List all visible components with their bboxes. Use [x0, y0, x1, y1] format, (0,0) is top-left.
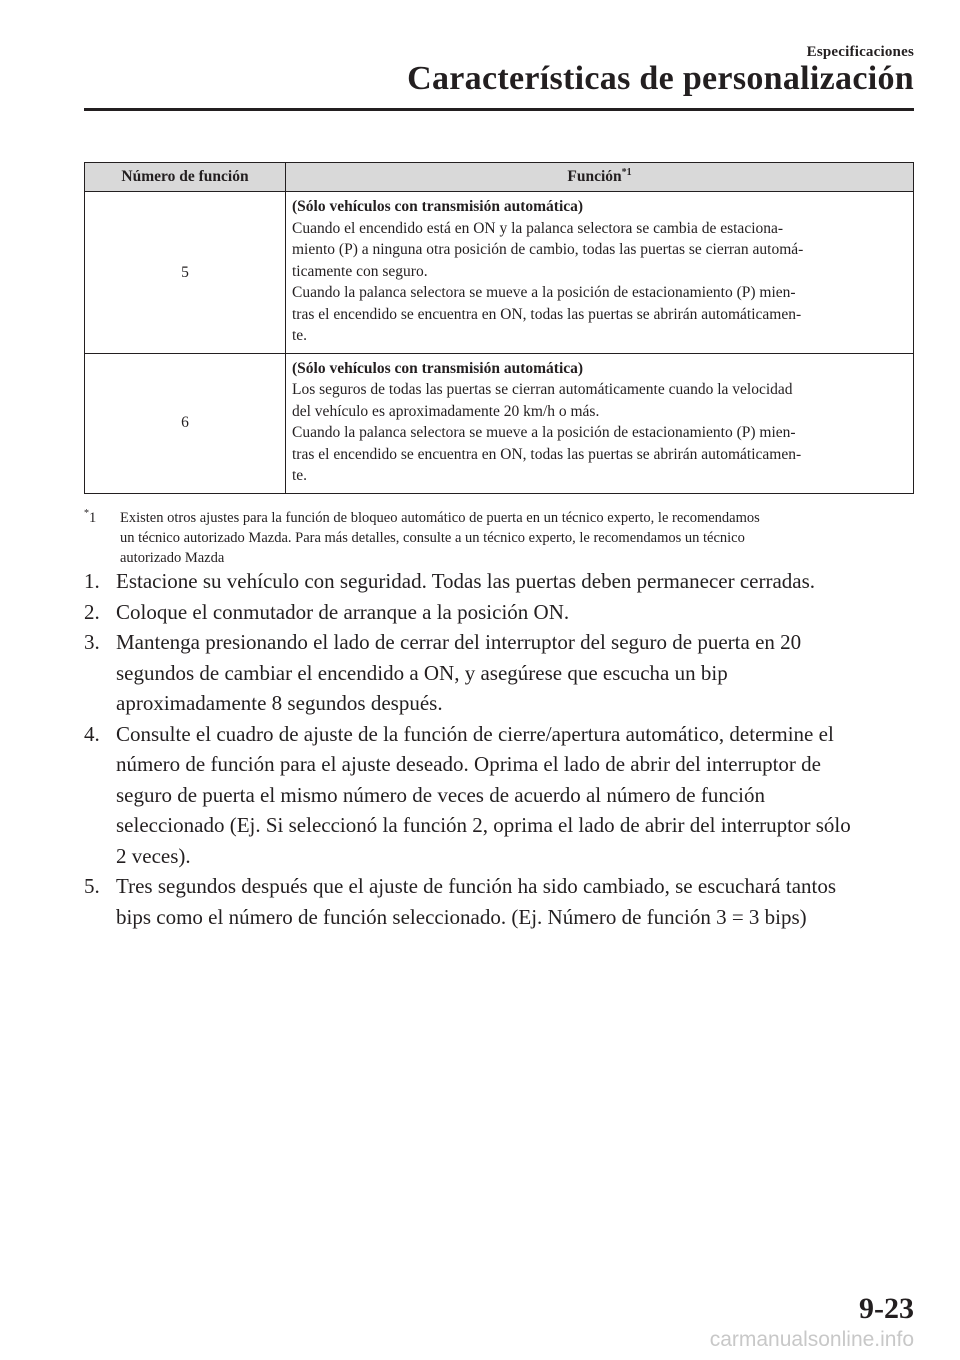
footnote-marker — [84, 508, 96, 528]
row-line: te. — [292, 327, 308, 344]
table-row — [85, 353, 914, 493]
row-line: Cuando la palanca selectora se mueve a la posición de estacionamiento (P) mien- — [292, 284, 796, 301]
step-number: 1. — [84, 569, 100, 593]
procedure-steps — [84, 566, 914, 932]
step-line: bips como el número de función seleccionado. (Ej. Número de función 3 = 3 bips) — [116, 904, 807, 929]
footnote-line: autorizado Mazda — [120, 550, 225, 566]
row-line: miento (P) a ninguna otra posición de cambio, todas las puertas se cierran automá- — [292, 241, 804, 258]
footnote-line: Existen otros ajustes para la función de bloqueo automático de puerta en un técnico experto, le recomendamos — [120, 510, 760, 526]
step-line: número de función para el ajuste deseado. Oprima el lado de abrir del interruptor de — [116, 752, 821, 776]
header-function — [286, 163, 914, 192]
row-title: (Sólo vehículos con transmisión automática) — [292, 198, 584, 215]
step-item — [84, 627, 914, 719]
row-line: Cuando la palanca selectora se mueve a la posición de estacionamiento (P) mien- — [292, 424, 796, 441]
step-line: seguro de puerta el mismo número de veces de acuerdo al número de función — [116, 782, 766, 807]
row-line: Cuando el encendido está en ON y la palanca selectora se cambia de estaciona- — [292, 219, 784, 237]
step-number: 4. — [84, 721, 100, 746]
step-line: Coloque el conmutador de arranque a la posición ON. — [116, 599, 570, 624]
row-function-description — [286, 192, 914, 354]
section-label: Especificaciones — [806, 44, 914, 60]
step-line: Consulte el cuadro de ajuste de la función de cierre/apertura automático, determine el — [116, 721, 834, 746]
header-rule — [84, 108, 914, 111]
row-line: te. — [292, 467, 308, 484]
step-item — [84, 871, 914, 932]
step-item — [84, 719, 914, 872]
row-function-description — [286, 353, 914, 493]
step-line: Tres segundos después que el ajuste de función ha sido cambiado, se escuchará tantos — [116, 874, 837, 898]
footnote-line: un técnico autorizado Mazda. Para más detalles, consulte a un técnico experto, le recomendamos un técnico — [120, 530, 745, 546]
page-title: Características de personalización — [407, 60, 914, 97]
header-function-label: Función — [567, 168, 622, 186]
step-item — [84, 597, 914, 628]
footnote — [84, 508, 914, 568]
step-number: 3. — [84, 630, 100, 654]
table-header-row — [85, 163, 914, 192]
row-function-number: 5 — [85, 192, 286, 354]
page-number: 9-23 — [859, 1292, 914, 1325]
row-line: Los seguros de todas las puertas se cierran automáticamente cuando la velocidad — [292, 381, 793, 398]
footnote-number: 1 — [89, 510, 97, 526]
step-line: 2 veces). — [116, 843, 191, 868]
header-function-note: *1 — [621, 167, 632, 179]
step-number: 5. — [84, 874, 100, 898]
step-line: seleccionado (Ej. Si seleccionó la función 2, oprima el lado de abrir del interruptor sólo — [116, 813, 851, 837]
header-function-number: Número de función — [85, 163, 286, 192]
footnote-star: * — [84, 508, 89, 520]
function-table — [84, 162, 914, 494]
row-function-number: 6 — [85, 353, 286, 493]
step-line: Mantenga presionando el lado de cerrar del interruptor del seguro de puerta en 20 — [116, 630, 802, 654]
step-number: 2. — [84, 599, 100, 624]
row-line: tras el encendido se encuentra en ON, todas las puertas se abrirán automáticamen- — [292, 305, 802, 323]
step-line: Estacione su vehículo con seguridad. Todas las puertas deben permanecer cerradas. — [116, 569, 816, 593]
row-title: (Sólo vehículos con transmisión automática) — [292, 359, 584, 377]
row-line: del vehículo es aproximadamente 20 km/h o más. — [292, 402, 600, 420]
step-line: segundos de cambiar el encendido a ON, y asegúrese que escucha un bip — [116, 660, 728, 685]
row-line: ticamente con seguro. — [292, 262, 428, 280]
table-row — [85, 192, 914, 354]
step-item — [84, 566, 914, 597]
watermark: carmanualsonline.info — [709, 1328, 914, 1351]
row-line: tras el encendido se encuentra en ON, todas las puertas se abrirán automáticamen- — [292, 445, 802, 463]
step-line: aproximadamente 8 segundos después. — [116, 691, 443, 715]
